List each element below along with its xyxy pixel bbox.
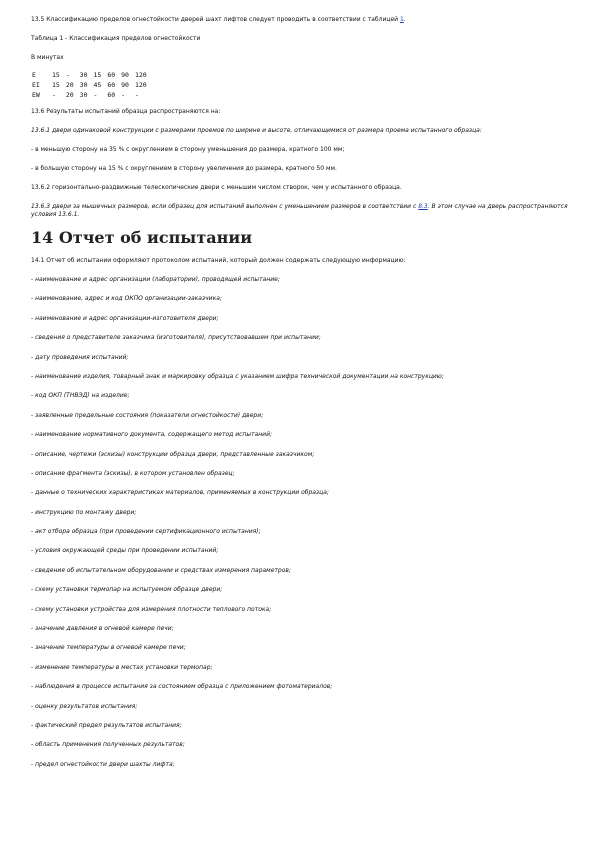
list-item: - данные о технических характеристиках материалов, применяемых в конструкции образца; bbox=[31, 489, 329, 497]
table-value-cell: 45 bbox=[93, 81, 102, 89]
table-value-cell: 120 bbox=[134, 81, 147, 89]
list-item: - изменение температуры в местах установки термопар; bbox=[31, 663, 213, 671]
list-item: - наименование и адрес организации (лаборатории), проводящей испытание; bbox=[31, 276, 280, 283]
list-item: - наименование, адрес и код ОКПО организации-заказчика; bbox=[31, 295, 222, 303]
table-value-cell: - bbox=[65, 71, 70, 79]
table-value-cell: 15 bbox=[93, 71, 102, 79]
table-unit: В минутах bbox=[31, 54, 64, 61]
table-row bbox=[31, 70, 153, 80]
list-item: - условия окружающей среды при проведении испытаний; bbox=[31, 547, 219, 555]
table-value-cell: 15 bbox=[52, 81, 60, 89]
table-row bbox=[31, 90, 153, 100]
paragraph-13-5: 13.5 Классификацию пределов огнестойкости дверей шахт лифтов следует проводить в соответствии с таблицей 1. bbox=[31, 16, 406, 23]
list-item: - наименование и адрес организации-изготовителя двери; bbox=[31, 314, 219, 322]
bullet-smaller: - в меньшую сторону на 35 % с округлением в сторону уменьшения до размера, кратного 100 мм; bbox=[31, 146, 345, 153]
list-item: - наименование нормативного документа, содержащего метод испытаний; bbox=[31, 431, 272, 439]
list-item: - код ОКП (ТНВЭД) на изделие; bbox=[31, 392, 130, 400]
paragraph-13-6: 13.6 Результаты испытаний образца распространяются на: bbox=[31, 108, 221, 115]
table-value-cell: 60 bbox=[107, 91, 116, 99]
paragraph-13-6-2: 13.6.2 горизонтально-раздвижные телескопические двери с меньшим числом створок, чем у испытанного образца. bbox=[31, 184, 402, 191]
list-item: - инструкцию по монтажу двери; bbox=[31, 508, 137, 516]
table-class-cell: E bbox=[32, 71, 36, 79]
list-item: - наблюдения в процессе испытания за состоянием образца с приложением фотоматериалов; bbox=[31, 683, 333, 691]
table-value-cell: 60 bbox=[107, 81, 116, 89]
bullet-larger: - в большую сторону на 15 % с округлением в сторону увеличения до размера, кратного 50 мм. bbox=[31, 165, 337, 172]
list-item: - дату проведения испытаний; bbox=[31, 353, 129, 361]
list-item: - сведения о представителе заказчика (изготовителя), присутствовавшем при испытании; bbox=[31, 334, 321, 342]
list-item: - заявленные предельные состояния (показатели огнестойкости) двери; bbox=[31, 411, 264, 419]
section-14-heading: 14 Отчет об испытании bbox=[31, 228, 253, 247]
table-value-cell: - bbox=[134, 91, 139, 99]
list-item: - область применения полученных результатов; bbox=[31, 741, 185, 749]
table-value-cell: 30 bbox=[79, 71, 88, 79]
table-value-cell: 90 bbox=[121, 71, 129, 79]
table-class-cell: EI bbox=[32, 81, 40, 89]
list-item: - описание фрагмента (эскизы), в котором установлен образец; bbox=[31, 469, 235, 477]
table-value-cell: 90 bbox=[121, 81, 129, 89]
list-item: - схему установки термопар на испытуемом образце двери; bbox=[31, 586, 223, 594]
table-value-cell: - bbox=[121, 91, 126, 99]
list-item: - значение давления в огневой камере печи; bbox=[31, 625, 174, 633]
table-value-cell: 20 bbox=[65, 91, 74, 99]
list-item: - сведения об испытательном оборудовании и средствах измерения параметров; bbox=[31, 566, 291, 574]
table-value-cell: - bbox=[93, 91, 98, 99]
report-items-list bbox=[31, 276, 571, 769]
list-item: - предел огнестойкости двери шахты лифта; bbox=[31, 760, 175, 768]
list-item: - значение температуры в огневой камере печи; bbox=[31, 644, 186, 652]
list-item: - оценку результатов испытания; bbox=[31, 702, 138, 710]
list-item: - схему установки устройства для измерения плотности теплового потока; bbox=[31, 605, 272, 613]
table-value-cell: 30 bbox=[79, 91, 88, 99]
paragraph-13-6-3: 13.6.3 двери за мышечных размеров, если образец для испытаний выполнен с уменьшением размеров в соответствии с 8.3. В этом случае на дверь распространяются условия 13.6.1. bbox=[31, 203, 568, 218]
table-1-link[interactable]: 1 bbox=[399, 16, 404, 23]
paragraph-13-6-1: 13.6.1 двери одинаковой конструкции с размерами проемов по ширине и высоте, отличающимися от размера проема испытанного образца: bbox=[31, 127, 482, 134]
table-value-cell: 20 bbox=[65, 81, 74, 89]
list-item: - фактический предел результатов испытания; bbox=[31, 721, 182, 729]
table-value-cell: 120 bbox=[134, 71, 147, 79]
paragraph-14-1: 14.1 Отчет об испытании оформляют протоколом испытаний, который должен содержать следующую информацию: bbox=[31, 257, 406, 264]
table-class-cell: EW bbox=[32, 91, 40, 99]
list-item: - наименование изделия, товарный знак и маркировку образца с указанием шифра технической документации на конструкцию; bbox=[31, 372, 444, 380]
table-value-cell: 60 bbox=[107, 71, 116, 79]
list-item: - акт отбора образца (при проведении сертификационного испытания); bbox=[31, 528, 261, 536]
table-row bbox=[31, 80, 153, 90]
table-caption: Таблица 1 - Классификация пределов огнестойкости bbox=[31, 35, 201, 42]
fire-resistance-table bbox=[31, 70, 153, 100]
table-value-cell: - bbox=[52, 91, 56, 99]
clause-8-3-link[interactable]: 8.3 bbox=[418, 203, 428, 210]
table-value-cell: 15 bbox=[52, 71, 60, 79]
table-value-cell: 30 bbox=[79, 81, 88, 89]
document-page bbox=[31, 16, 571, 780]
list-item: - описание, чертежи (эскизы) конструкции образца двери, представленные заказчиком; bbox=[31, 450, 315, 458]
